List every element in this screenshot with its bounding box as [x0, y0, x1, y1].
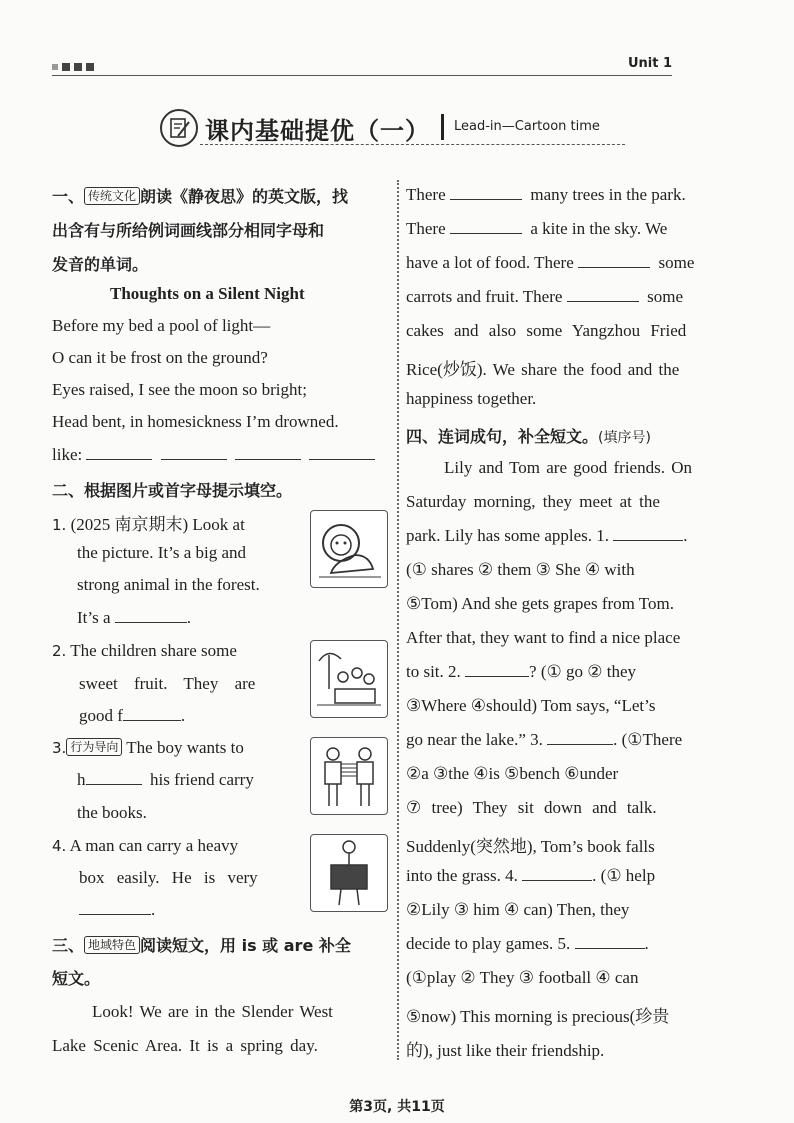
- column-divider: [397, 180, 399, 1060]
- answer-blank[interactable]: [450, 185, 522, 200]
- answer-blank[interactable]: [522, 866, 592, 881]
- passage-line: There a kite in the sky. We: [406, 219, 668, 238]
- passage-line: There many trees in the park.: [406, 185, 686, 204]
- tag-traditional-culture: 传统文化: [84, 187, 140, 205]
- children-picnic-icon: [310, 640, 388, 718]
- answer-blank[interactable]: [465, 662, 529, 677]
- passage-line: carrots and fruit. There some: [406, 287, 684, 306]
- title-underline: [200, 144, 625, 145]
- passage-line: decide to play games. 5. .: [406, 934, 649, 953]
- passage-line: go near the lake.” 3. . (①There: [406, 730, 683, 749]
- tag-regional-feature: 地域特色: [84, 936, 140, 954]
- q1-line2: the picture. It’s a big and: [77, 543, 247, 562]
- passage-line: 的), just like their friendship.: [406, 1041, 605, 1060]
- answer-blank[interactable]: [235, 445, 301, 460]
- section1-heading-line3: 发音的单词。: [52, 255, 149, 274]
- answer-blank[interactable]: [123, 706, 181, 721]
- q1-line3: strong animal in the forest.: [77, 575, 260, 594]
- passage-line: (①play ② They ③ football ④ can: [406, 968, 639, 987]
- page-title: 课内基础提优（一）: [205, 117, 430, 145]
- page-number: 第3页, 共11页: [349, 1099, 445, 1115]
- section1-heading-line2: 出含有与所给例词画线部分相同字母和: [52, 221, 325, 240]
- passage-line: park. Lily has some apples. 1. .: [406, 526, 688, 545]
- passage-line: have a lot of food. There some: [406, 253, 695, 272]
- passage-line: Saturday morning, they meet at the: [406, 492, 660, 511]
- q4-line1: 4. A man can carry a heavy: [52, 836, 239, 855]
- passage-line: happiness together.: [406, 389, 537, 408]
- header-rule: [52, 75, 672, 76]
- poem-line: O can it be frost on the ground?: [52, 348, 268, 367]
- passage-line: ⑦ tree) They sit down and talk.: [406, 798, 657, 817]
- q2-line3: good f .: [79, 706, 186, 725]
- passage-line: Rice(炒饭). We share the food and the: [406, 360, 680, 379]
- q3-line1: 3. 行为导向 The boy wants to: [52, 738, 244, 757]
- answer-blank[interactable]: [86, 770, 142, 785]
- like-answer-row: like:: [52, 445, 375, 465]
- man-heavy-box-icon: [310, 834, 388, 912]
- passage-line: Lily and Tom are good friends. On: [444, 458, 692, 477]
- poem-title: Thoughts on a Silent Night: [110, 284, 305, 303]
- section3-heading-line2: 短文。: [52, 969, 101, 988]
- section1-heading: 一、 传统文化 朗读《静夜思》的英文版，找: [52, 187, 349, 206]
- q3-line2: h his friend carry: [77, 770, 254, 789]
- passage-line: After that, they want to find a nice place: [406, 628, 681, 647]
- answer-blank[interactable]: [613, 526, 683, 541]
- answer-blank[interactable]: [578, 253, 650, 268]
- passage-line: into the grass. 4. . (① help: [406, 866, 656, 885]
- q2-line2: sweet fruit. They are: [79, 674, 256, 693]
- tag-behavior-guide: 行为导向: [66, 738, 122, 756]
- header-mark: [86, 63, 94, 71]
- section2-heading: 二、根据图片或首字母提示填空。: [52, 481, 293, 500]
- title-separator: [441, 114, 444, 140]
- passage-line: to sit. 2. ? (① go ② they: [406, 662, 637, 681]
- passage-line: ②Lily ③ him ④ can) Then, they: [406, 900, 630, 919]
- passage-line: Look! We are in the Slender West: [92, 1002, 333, 1021]
- poem-line: Before my bed a pool of light—: [52, 316, 271, 335]
- section4-heading: 四、连词成句，补全短文。(填序号): [406, 427, 651, 446]
- unit-label: Unit 1: [628, 56, 673, 71]
- answer-blank[interactable]: [161, 445, 227, 460]
- answer-blank[interactable]: [547, 730, 613, 745]
- answer-blank[interactable]: [309, 445, 375, 460]
- q3-line3: the books.: [77, 803, 147, 822]
- passage-line: ②a ③the ④is ⑤bench ⑥under: [406, 764, 619, 783]
- boys-carry-books-icon: [310, 737, 388, 815]
- poem-line: Eyes raised, I see the moon so bright;: [52, 380, 307, 399]
- header-mark: [52, 64, 58, 70]
- header-mark: [62, 63, 70, 71]
- q2-line1: 2. The children share some: [52, 641, 237, 660]
- passage-line: (① shares ② them ③ She ④ with: [406, 560, 635, 579]
- passage-line: cakes and also some Yangzhou Fried: [406, 321, 687, 340]
- q4-line2: box easily. He is very: [79, 868, 258, 887]
- passage-line: Lake Scenic Area. It is a spring day.: [52, 1036, 318, 1055]
- pencil-note-icon: [160, 109, 198, 147]
- passage-line: ③Where ④should) Tom says, “Let’s: [406, 696, 656, 715]
- answer-blank[interactable]: [567, 287, 639, 302]
- passage-line: ⑤now) This morning is precious(珍贵: [406, 1007, 670, 1026]
- answer-blank[interactable]: [115, 608, 187, 623]
- q4-line3: .: [79, 900, 155, 920]
- q1-line1: 1. (2025 南京期末) Look at: [52, 515, 245, 534]
- lion-icon: [310, 510, 388, 588]
- answer-blank[interactable]: [79, 900, 151, 915]
- answer-blank[interactable]: [575, 934, 645, 949]
- q1-line4: It’s a .: [77, 608, 192, 627]
- poem-line: Head bent, in homesickness I’m drowned.: [52, 412, 339, 431]
- answer-blank[interactable]: [86, 445, 152, 460]
- answer-blank[interactable]: [450, 219, 522, 234]
- page-subtitle: Lead-in—Cartoon time: [454, 119, 600, 134]
- passage-line: Suddenly(突然地), Tom’s book falls: [406, 837, 655, 856]
- header-mark: [74, 63, 82, 71]
- section3-heading: 三、 地域特色 阅读短文，用 is 或 are 补全: [52, 936, 351, 955]
- passage-line: ⑤Tom) And she gets grapes from Tom.: [406, 594, 674, 613]
